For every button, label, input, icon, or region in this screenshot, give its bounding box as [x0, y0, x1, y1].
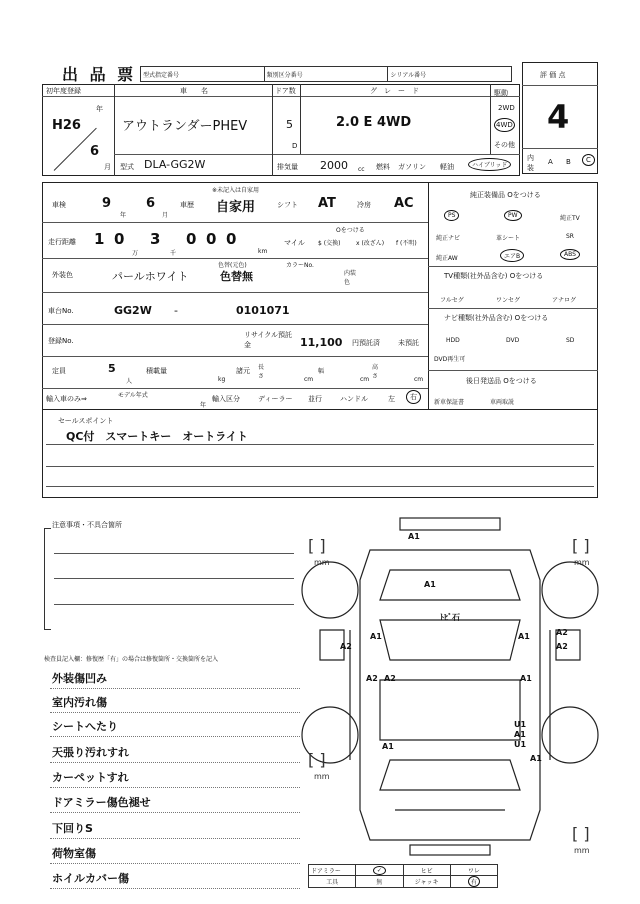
interior-b: B [566, 158, 571, 166]
import-parallel: 並行 [308, 395, 322, 403]
mileage-digit-2: 0 [114, 230, 125, 248]
mark-roof-left: A2 [366, 674, 378, 683]
chassis-dash: - [174, 304, 178, 317]
navi-sd: SD [566, 337, 575, 344]
capacity-value: 5 [108, 362, 116, 375]
notes-label: 注意事項・不具合箇所 [52, 521, 122, 529]
equip-airbag: エアB [500, 249, 524, 262]
month-unit: 月 [104, 163, 111, 171]
mileage-unknown: f (不明) [396, 240, 417, 247]
footer-tools: 工具 [309, 876, 356, 888]
repaint-value: 色替無 [220, 270, 253, 283]
fuel-diesel: 軽油 [440, 163, 454, 171]
inspection-month: 6 [146, 196, 156, 211]
model-year-label: モデル年式 [118, 392, 148, 399]
later-warranty: 新車保証書 [434, 399, 465, 406]
mark-hood: A1 [424, 580, 436, 589]
note-item-4: 天張り汚れすれ [52, 746, 129, 759]
doors-sub: D [292, 142, 298, 150]
width-cm: cm [360, 376, 370, 383]
equip-navi: 純正ナビ [436, 235, 461, 242]
color-no-label: カラーNo. [286, 262, 314, 269]
recycle-not: 未預託 [398, 339, 419, 347]
mileage-digit-1: 1 [94, 230, 105, 248]
doors-value: 5 [286, 118, 293, 131]
mileage-label: 走行距離 [48, 238, 76, 246]
load-label: 積載量 [146, 367, 167, 375]
shift-value: AT [318, 196, 336, 211]
footer-none: 無 [356, 876, 403, 888]
sales-point-box [42, 410, 598, 498]
equip-tv: 純正TV [560, 215, 580, 222]
kg-unit: kg [218, 376, 226, 383]
repaint-label: 色替(元色) [218, 262, 247, 269]
mileage-exchange: $ (交換) [318, 240, 341, 247]
mark-right-fender-1: A2 [556, 628, 568, 637]
model-value: DLA-GG2W [144, 158, 206, 171]
man-unit: 万 [132, 250, 139, 257]
drive-other: その他 [494, 141, 515, 149]
displacement-label: 排気量 [277, 163, 298, 171]
footer-ware: ワレ [450, 865, 497, 876]
drive-4wd: 4WD [494, 118, 515, 132]
interior-c: C [582, 154, 595, 166]
score-label: 評 価 点 [540, 71, 566, 79]
regno-label: 登録No. [48, 337, 74, 345]
inspection-year: 9 [102, 196, 112, 211]
drive-2wd: 2WD [498, 104, 515, 112]
class-label: 類別区分番号 [264, 67, 388, 82]
recycle-deposited: 円預託済 [352, 339, 380, 347]
mark-windshield: ﾄﾋﾞ石 [440, 613, 460, 622]
sales-point-text: QC付 スマートキー オートライト [66, 430, 248, 443]
chassis-number: 0101071 [236, 304, 290, 317]
width-label: 幅 [318, 368, 325, 375]
mark-rear-left: A1 [382, 742, 394, 751]
ac-value: AC [394, 196, 414, 211]
note-item-6: ドアミラー傷色褪せ [52, 796, 151, 809]
year-unit: 年 [96, 105, 103, 113]
note-item-2: 室内汚れ傷 [52, 696, 107, 709]
mile-label: マイル [284, 239, 305, 247]
first-reg-label: 初年度登録 [46, 87, 81, 95]
mark-left-fender: A2 [340, 642, 352, 651]
interior-label: 内装 [527, 154, 534, 172]
note-item-7: 下回りS [52, 822, 93, 835]
persons-unit: 人 [126, 378, 133, 385]
shift-label: シフト [277, 201, 298, 209]
mileage-digit-4: 0 [186, 230, 197, 248]
navi-dvd: DVD [506, 337, 520, 344]
fuel-gasoline: ガソリン [398, 163, 426, 171]
mm-front-right: mm [574, 558, 590, 567]
inspection-year-unit: 年 [120, 212, 127, 219]
score-value: 4 [547, 98, 570, 136]
mark-right-quarter-1: U1 [514, 720, 527, 729]
import-dealer: ディーラー [258, 395, 293, 403]
form-title: 出 品 票 [62, 65, 137, 84]
footer-hibi: ヒビ [403, 865, 450, 876]
footer-mirror: ドアミラー [309, 865, 356, 876]
header-id-table [140, 66, 512, 82]
mark-rear-wheel: A1 [530, 754, 542, 763]
car-name: アウトランダーPHEV [122, 119, 248, 134]
footer-has: 有 [468, 876, 480, 887]
dvd-playback: DVD再生可 [434, 356, 466, 363]
handle-left: 左 [388, 395, 395, 403]
handle-right: 右 [406, 390, 421, 404]
handle-label: ハンドル [340, 395, 368, 403]
mileage-digit-5: 0 [206, 230, 217, 248]
model-year-unit: 年 [200, 402, 207, 409]
capacity-label: 定員 [52, 367, 66, 375]
equip-leather: 革シート [496, 235, 521, 242]
note-item-9: ホイルカバー傷 [52, 872, 129, 885]
tv-analog: アナログ [552, 297, 577, 304]
length-label: 長さ [258, 364, 265, 380]
history-note: ※未記入は自家用 [212, 187, 260, 194]
height-label: 高さ [372, 364, 379, 380]
equip-ps: PS [444, 210, 459, 221]
mark-roof-right: A2 [384, 674, 396, 683]
equip-abs: ABS [560, 249, 580, 260]
recycle-label: リサイクル預託金 [244, 331, 293, 349]
mm-front-left: mm [314, 558, 330, 567]
grade-value: 2.0 E 4WD [336, 115, 412, 130]
fuel-label: 燃料 [376, 163, 390, 171]
tv-one: ワンセグ [496, 297, 521, 304]
mileage-digit-3: 3 [150, 230, 161, 248]
color-value: パールホワイト [112, 270, 189, 283]
int-color-label: 内装色 [344, 270, 357, 286]
inspection-label: 車検 [52, 201, 66, 209]
mark-right-quarter-2: U1 [514, 740, 527, 749]
car-name-label: 車 名 [180, 87, 208, 95]
footer-table [308, 864, 498, 888]
color-label: 外装色 [52, 271, 73, 279]
footer-jack: ジャッキ [403, 876, 450, 888]
grade-label: グ レ ー ド [370, 87, 419, 95]
mm-rear-right: mm [574, 846, 590, 855]
equip-sr: SR [566, 233, 574, 240]
note-item-5: カーペットすれ [52, 771, 129, 784]
displacement-value: 2000 [320, 159, 348, 172]
mark-rear-right-door: A1 [520, 674, 532, 683]
navi-title: ナビ種類(社外品含む) Oをつける [444, 314, 549, 322]
first-reg-era: H26 [52, 118, 81, 133]
later-title: 後日発送品 Oをつける [466, 377, 537, 385]
mark-right-fender-2: A2 [556, 642, 568, 651]
car-damage-diagram [300, 510, 600, 870]
km-unit: km [258, 248, 268, 255]
height-cm: cm [414, 376, 424, 383]
model-spec-label: 型式指定番号 [141, 67, 265, 82]
tv-title: TV種類(社外品含む) Oをつける [444, 272, 544, 280]
first-reg-month: 6 [90, 144, 100, 159]
note-item-8: 荷物室傷 [52, 847, 96, 860]
fuel-hybrid: ハイブリッド [468, 158, 511, 171]
footer-mirror-mark: ✓ [356, 865, 403, 876]
mark-front-right-door: A1 [518, 632, 530, 641]
sales-point-label: セールスポイント [58, 417, 114, 425]
ac-label: 冷房 [357, 201, 371, 209]
later-manual: 車両取説 [490, 399, 515, 406]
history-value: 自家用 [216, 200, 256, 215]
note-item-3: シートへたり [52, 720, 118, 733]
mark-front-left-door: A1 [370, 632, 382, 641]
sen-unit: 千 [170, 250, 177, 257]
model-label: 型式 [120, 163, 134, 171]
note-item-1: 外装傷凹み [52, 672, 107, 685]
equip-title: 純正装備品 Oをつける [470, 191, 541, 199]
length-cm: cm [304, 376, 314, 383]
mm-rear-left: mm [314, 772, 330, 781]
equip-aw: 純正AW [436, 255, 458, 262]
drive-label: 駆動 [494, 89, 508, 97]
mark-front-bumper: A1 [408, 532, 420, 541]
history-label: 車歴 [180, 201, 194, 209]
mark-right-quarter-3: A1 [514, 730, 526, 739]
cc-unit: cc [358, 166, 365, 173]
interior-a: A [548, 158, 553, 166]
chassis-prefix: GG2W [114, 304, 152, 317]
navi-hdd: HDD [446, 337, 460, 344]
import-class-label: 輸入区分 [212, 395, 240, 403]
tv-full: フルセグ [440, 297, 464, 304]
dims-label: 諸元 [236, 367, 250, 375]
mileage-modified: x (改ざん) [356, 240, 385, 247]
import-label: 輸入車のみ⇒ [46, 395, 87, 403]
recycle-value: 11,100 [300, 336, 343, 349]
serial-label: シリアル番号 [388, 67, 512, 82]
inspection-month-unit: 月 [162, 212, 169, 219]
circle-note: Oをつける [336, 227, 365, 234]
mileage-digit-6: 0 [226, 230, 237, 248]
chassis-label: 車台No. [48, 307, 74, 315]
footer-has-cell [450, 876, 497, 888]
inspector-note: 検査員記入欄：修復歴「有」の場合は修復箇所・交換箇所を記入 [44, 656, 219, 663]
doors-label: ドア数 [275, 87, 296, 95]
equip-pw: PW [504, 210, 522, 221]
